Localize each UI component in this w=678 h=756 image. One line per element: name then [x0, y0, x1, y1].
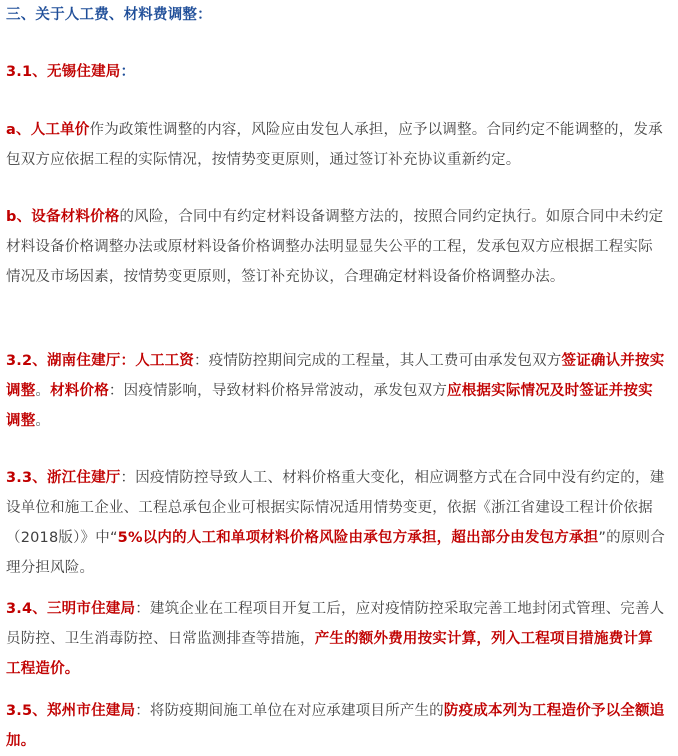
paragraph-a — [6, 115, 666, 175]
s33-label: 3.3、浙江住建厅 — [6, 470, 121, 486]
s32-text4: 。 — [35, 413, 51, 429]
s32-term2: 材料价格 — [50, 383, 109, 399]
b-term: 设备材料价格 — [31, 209, 120, 225]
s35-text1: ：将防疫期间施工单位在对应承建项目所产生的 — [135, 703, 444, 719]
s32-text1: ：疫情防控期间完成的工程量，其人工费可由承发包双方 — [194, 353, 562, 369]
a-prefix: a、 — [6, 122, 31, 138]
a-term: 人工单价 — [30, 122, 90, 138]
s32-text2: 。 — [35, 383, 51, 399]
section-3-4 — [6, 594, 666, 684]
heading-text: 三、关于人工费、材料费调整： — [6, 7, 212, 23]
s34-label: 3.4、三明市住建局 — [6, 601, 136, 617]
section-3-5 — [6, 696, 666, 756]
s32-term1: 人工工资 — [135, 353, 194, 369]
s32-text3: ：因疫情影响，导致材料价格异常波动，承发包双方 — [108, 383, 448, 399]
s34-text1: ：建筑企业在工程项目开复工后，应对疫情防控采取完善工地封闭式管理、完善人员防控、卫生消毒防控、日常监测排查等措施， — [6, 601, 665, 647]
b-prefix: b、 — [6, 209, 32, 225]
section-3-2 — [6, 346, 666, 436]
s32-label: 3.2、湖南住建厅： — [6, 353, 136, 369]
s33-red1: 5%以内的人工和单项材料价格风险由承包方承担，超出部分由发包方承担 — [117, 530, 599, 546]
a-text: 作为政策性调整的内容，风险应由发包人承担，应予以调整。合同约定不能调整的，发承包双方应依据工程的实际情况，按情势变更原则，通过签订补充协议重新约定。 — [6, 122, 663, 168]
b-text: 的风险，合同中有约定材料设备调整方法的，按照合同约定执行。如原合同中未约定材料设备价格调整办法或原材料设备价格调整办法明显显失公平的工程，发承包双方应根据工程实际情况及市场因素，按情势变更原则，签订补充协议，合理确定材料设备价格调整办法。 — [6, 209, 664, 285]
s35-label: 3.5、郑州市住建局 — [6, 703, 136, 719]
s32-red2: 应根据实际情况及时签证并按实调整 — [6, 383, 653, 429]
section-heading — [6, 0, 666, 30]
section-3-1 — [6, 57, 666, 87]
s31-colon: ： — [120, 64, 136, 80]
section-3-3 — [6, 463, 666, 583]
s32-red1: 签证确认并按实调整 — [6, 353, 665, 399]
s34-red1: 产生的额外费用按实计算，列入工程项目措施费计算工程造价。 — [6, 631, 653, 677]
paragraph-b — [6, 202, 666, 292]
s33-text1: ：因疫情防控导致人工、材料价格重大变化，相应调整方式在合同中没有约定的，建设单位和施工企业、工程总承包企业可根据实际情况适用情势变更，依据《浙江省建设工程计价依据（2018版）》中“ — [6, 470, 665, 546]
s35-red1: 防疫成本列为工程造价予以全额追加。 — [6, 703, 665, 749]
s33-text2: ”的原则合理分担风险。 — [6, 530, 665, 576]
s31-label: 3.1、无锡住建局 — [6, 64, 121, 80]
